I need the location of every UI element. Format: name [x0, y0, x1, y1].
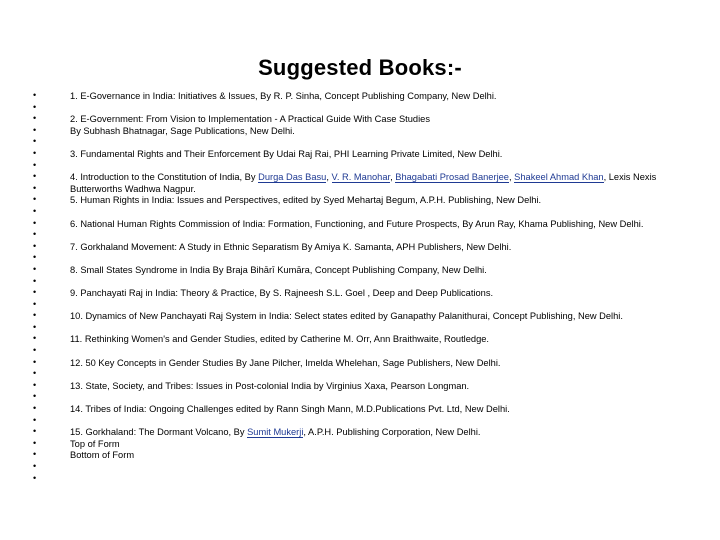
bullet-marker: •: [33, 136, 37, 147]
book-4-line-2: Butterworths Wadhwa Nagpur.: [70, 183, 196, 194]
book-8: 8. Small States Syndrome in India By Braja Bihārī Kumāra, Concept Publishing Company, New Delhi.: [70, 264, 487, 275]
book-3: 3. Fundamental Rights and Their Enforcement By Udai Raj Rai, PHI Learning Private Limited, New Delhi.: [70, 148, 503, 159]
bullet-marker: •: [33, 426, 37, 437]
form-top-label: Top of Form: [70, 438, 120, 449]
bullet-marker: •: [33, 298, 37, 309]
book-14: 14. Tribes of India: Ongoing Challenges edited by Rann Singh Mann, M.D.Publications Pvt. Ltd, New Delhi.: [70, 404, 510, 415]
book-15-prefix: 15. Gorkhaland: The Dormant Volcano, By: [70, 427, 248, 438]
bullet-marker: •: [33, 90, 37, 100]
book-7: 7. Gorkhaland Movement: A Study in Ethnic Separatism By Amiya K. Samanta, APH Publishers, New Delhi.: [70, 241, 512, 252]
book-13: 13. State, Society, and Tribes: Issues in Post-colonial India by Virginius Xaxa, Pearson Longman.: [70, 380, 470, 391]
bullet-marker: •: [33, 403, 37, 414]
book-6: 6. National Human Rights Commission of India: Formation, Functioning, and Future Prospects, By Arun Ray, Khama Publishing, New Delhi.: [70, 218, 644, 229]
bullet-marker: •: [33, 461, 37, 471]
bullet-marker: •: [33, 310, 37, 321]
book-10: 10. Dynamics of New Panchayati Raj System in India: Select states edited by Ganapathy Palanithurai, Concept Publishing, New Delhi.: [70, 311, 623, 322]
bullet-marker: •: [33, 205, 37, 216]
bullet-marker: •: [33, 263, 37, 274]
bullet-marker: •: [33, 217, 37, 228]
book-4-line-1: 4. Introduction to the Constitution of India, By Durga Das Basu, V. R. Manohar, Bhagabati Prosad Banerjee, Shakeel Ahmad Khan, Lexis Nexis: [70, 172, 657, 183]
bullet-marker: •: [33, 472, 37, 483]
page-title: Suggested Books:-: [258, 55, 462, 80]
bullet-marker: •: [33, 182, 37, 193]
bullet-marker: •: [33, 287, 37, 298]
book-11: 11. Rethinking Women's and Gender Studies, edited by Catherine M. Orr, Ann Braithwaite, Routledge.: [70, 334, 489, 345]
bullet-marker: •: [33, 240, 37, 251]
bullet-marker: •: [33, 333, 37, 344]
bullet-marker: •: [33, 159, 37, 170]
bullet-marker: •: [33, 356, 37, 367]
bullet-marker: •: [33, 379, 37, 390]
author-link-sumit-mukerji[interactable]: Sumit Mukerji: [247, 427, 304, 438]
book-2-line-2: By Subhash Bhatnagar, Sage Publications, New Delhi.: [70, 125, 295, 136]
bullet-marker: •: [33, 368, 37, 379]
book-list: [70, 91, 690, 462]
bullet-marker: •: [33, 124, 37, 135]
author-link-shakeel-ahmad-khan[interactable]: Shakeel Ahmad Khan: [514, 172, 604, 183]
author-link-v-r-manohar[interactable]: V. R. Manohar: [331, 172, 391, 183]
book-4-prefix: 4. Introduction to the Constitution of India, By: [70, 172, 259, 183]
bullet-marker: •: [33, 194, 37, 205]
book-15: [70, 427, 690, 439]
bullet-marker: •: [33, 147, 37, 158]
author-link-bhagabati-prosad-banerjee[interactable]: Bhagabati Prosad Banerjee: [395, 172, 509, 183]
book-15-suffix: , A.P.H. Publishing Corporation, New Delhi.: [303, 427, 481, 438]
book-5: 5. Human Rights in India: Issues and Perspectives, edited by Syed Mehartaj Begum, A.P.H. Publishing, New Delhi.: [70, 195, 542, 206]
bullet-marker: •: [33, 321, 37, 332]
bullet-marker: •: [33, 449, 37, 460]
book-1: 1. E-Governance in India: Initiatives & Issues, By R. P. Sinha, Concept Publishing Company, New Delhi.: [70, 91, 497, 101]
book-9: 9. Panchayati Raj in India: Theory & Practice, By S. Rajneesh S.L. Goel , Deep and Deep Publications.: [70, 288, 494, 299]
book-12: 12. 50 Key Concepts in Gender Studies By Jane Pilcher, Imelda Whelehan, Sage Publishers, New Delhi.: [70, 357, 501, 368]
book-4-suffix: , Lexis Nexis: [603, 172, 657, 183]
bullet-marker: •: [33, 171, 37, 182]
bullet-marker: •: [33, 345, 37, 356]
bullet-marker: •: [33, 391, 37, 402]
form-bottom-label: Bottom of Form: [70, 450, 135, 461]
bullet-marker: •: [33, 275, 37, 286]
author-link-durga-das-basu[interactable]: Durga Das Basu: [258, 172, 327, 183]
bullet-marker: •: [33, 414, 37, 425]
bullet-marker: •: [33, 252, 37, 263]
bullet-marker: •: [33, 437, 37, 448]
bullet-marker: •: [33, 113, 37, 124]
bullet-marker: •: [33, 101, 37, 112]
bullet-column: [33, 90, 36, 484]
bullet-marker: •: [33, 229, 37, 240]
book-2-line-1: 2. E-Government: From Vision to Implementation - A Practical Guide With Case Studies: [70, 114, 430, 125]
